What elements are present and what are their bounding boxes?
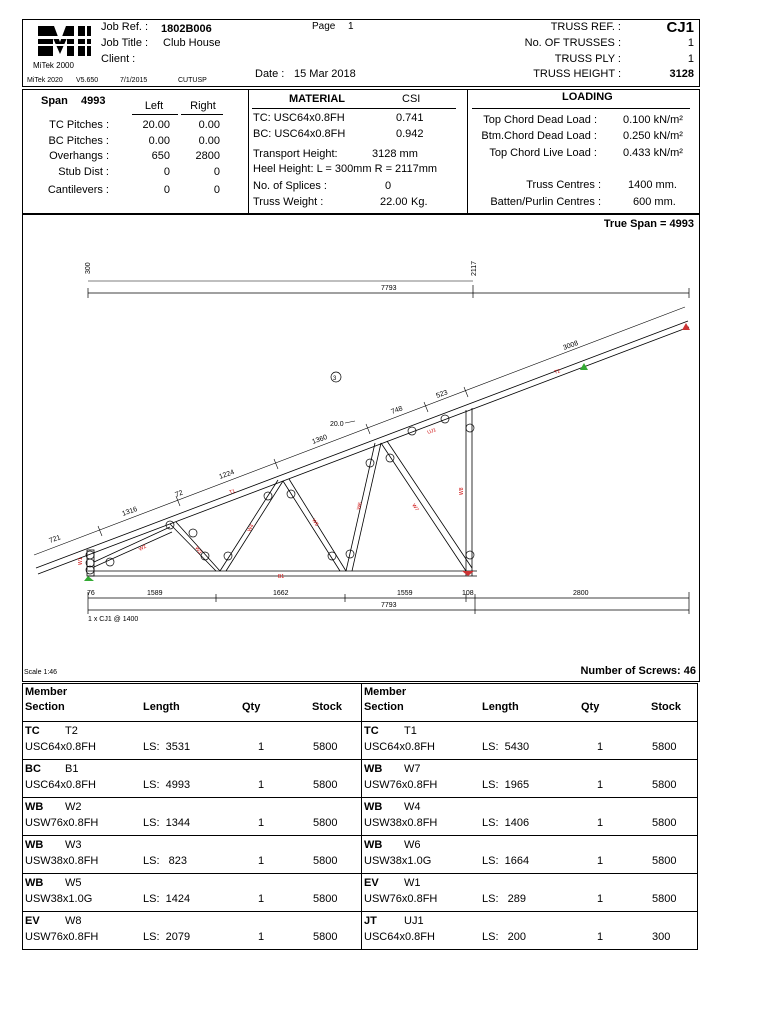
top-chord-lower [38, 327, 689, 574]
top-seg-6: 748 [390, 405, 404, 416]
member-header-right: Member [364, 686, 407, 698]
member-stock: 5800 [652, 855, 677, 867]
member-id: W1 [404, 877, 421, 889]
transport-height-value: 3128 mm [372, 148, 418, 160]
member-type: EV [364, 877, 379, 889]
job-ref-label: Job Ref. : [101, 21, 149, 33]
member-cell [23, 798, 362, 836]
member-section: USW76x0.8FH [25, 817, 99, 829]
member-qty: 1 [597, 893, 604, 905]
software-module: CUTUSP [178, 77, 207, 84]
software-name: MiTek 2020 [27, 77, 63, 84]
member-header-left: Member [25, 686, 68, 698]
left-height-dim: 300 [85, 262, 92, 274]
tc-live-load-value: 0.433 kN/m² [623, 147, 683, 159]
member-qty: 1 [258, 855, 265, 867]
top-chord-upper [36, 321, 688, 568]
label-w2: W2 [138, 543, 148, 553]
member-section: USC64x0.8FH [25, 779, 96, 791]
top-seg-7: 523 [435, 389, 449, 400]
software-version: V5.650 [76, 77, 99, 84]
no-trusses-label: No. OF TRUSSES : [524, 37, 621, 49]
overhangs-label: Overhangs : [49, 150, 109, 162]
member-section: USW38x1.0G [364, 855, 432, 867]
table-row [23, 760, 698, 798]
member-section: USC64x0.8FH [364, 931, 435, 943]
member-length: LS: 4993 [143, 779, 191, 791]
member-type: JT [364, 915, 377, 927]
transport-height-label: Transport Height: [253, 148, 338, 160]
top-overall-dim: 7793 [381, 285, 397, 292]
span-value: 4993 [81, 95, 106, 107]
member-stock: 5800 [652, 893, 677, 905]
member-cell [362, 760, 698, 798]
member-qty: 1 [258, 817, 265, 829]
tc-csi: 0.741 [396, 112, 424, 124]
member-type: TC [364, 725, 379, 737]
member-id: W2 [65, 801, 82, 813]
member-id: B1 [65, 763, 79, 775]
no-trusses-value: 1 [687, 37, 694, 49]
member-section: USW76x0.8FH [25, 931, 99, 943]
bottom-seg-6: 2800 [573, 590, 589, 597]
overhangs-left: 650 [151, 150, 170, 162]
label-b1: B1 [278, 574, 285, 580]
member-qty: 1 [597, 741, 604, 753]
member-stock: 5800 [652, 817, 677, 829]
member-length: LS: 1424 [143, 893, 191, 905]
member-section: USW38x1.0G [25, 893, 93, 905]
member-length: LS: 5430 [482, 741, 530, 753]
truss-centres-value: 1400 mm. [628, 179, 677, 191]
length-header-left: Length [143, 701, 180, 713]
job-ref-value: 1802B006 [161, 23, 212, 35]
table-row [23, 912, 698, 950]
truss-height-value: 3128 [669, 68, 694, 80]
tc-pitches-right: 0.00 [198, 119, 220, 131]
heel-height: Heel Height: L = 300mm R = 2117mm [253, 163, 438, 175]
splices-label: No. of Splices : [253, 180, 327, 192]
weight-value: 22.00 [380, 196, 408, 208]
pitch-label: 20.0 [330, 421, 344, 428]
member-length: LS: 823 [143, 855, 188, 867]
stock-header-left: Stock [312, 701, 342, 713]
member-id: UJ1 [404, 915, 424, 927]
span-label: Span [41, 95, 68, 107]
member-qty: 1 [258, 741, 265, 753]
top-seg-2: 1316 [121, 505, 139, 518]
stub-dist-label: Stub Dist : [58, 166, 109, 178]
bottom-seg-2: 1589 [147, 590, 163, 597]
tc-live-load-label: Top Chord Live Load : [489, 147, 597, 159]
batten-centres-label: Batten/Purlin Centres : [490, 196, 601, 208]
logo-caption: MiTek 2000 [33, 61, 74, 70]
tc-pitches-label: TC Pitches : [49, 119, 109, 131]
loading-title: LOADING [562, 91, 613, 103]
member-cell [23, 760, 362, 798]
label-w7: W7 [410, 502, 420, 513]
member-length: LS: 3531 [143, 741, 191, 753]
member-cell [362, 798, 698, 836]
member-id: W7 [404, 763, 421, 775]
section-header-left: Section [25, 701, 65, 713]
bottom-seg-4: 1559 [397, 590, 413, 597]
tc-pitches-left: 20.00 [142, 119, 170, 131]
member-id: W4 [404, 801, 421, 813]
overhangs-right: 2800 [195, 150, 220, 162]
weight-unit: Kg. [411, 196, 428, 208]
member-length: LS: 2079 [143, 931, 191, 943]
member-stock: 5800 [313, 893, 338, 905]
member-id: W5 [65, 877, 82, 889]
bottom-seg-3: 1662 [273, 590, 289, 597]
tc-material: TC: USC64x0.8FH [253, 112, 345, 124]
batten-centres-value: 600 mm. [633, 196, 676, 208]
label-uj1: UJ1 [426, 427, 438, 436]
truss-ply-value: 1 [687, 53, 694, 65]
member-qty: 1 [597, 931, 604, 943]
member-cell [362, 722, 698, 760]
member-stock: 300 [652, 931, 671, 943]
member-cell [23, 836, 362, 874]
csi-title: CSI [402, 93, 421, 105]
member-id: W3 [65, 839, 82, 851]
member-type: TC [25, 725, 40, 737]
qty-header-right: Qty [581, 701, 600, 713]
software-date: 7/1/2015 [120, 77, 148, 84]
splices-value: 0 [385, 180, 392, 192]
label-w6: W6 [356, 501, 364, 511]
member-type: WB [364, 763, 383, 775]
job-title-value: Club House [163, 37, 221, 49]
bc-pitches-right: 0.00 [198, 135, 220, 147]
member-qty: 1 [597, 779, 604, 791]
member-type: BC [25, 763, 41, 775]
length-header-right: Length [482, 701, 519, 713]
member-qty: 1 [258, 779, 265, 791]
member-type: WB [25, 801, 44, 813]
member-cell [23, 722, 362, 760]
truss-ply-label: TRUSS PLY : [554, 53, 621, 65]
job-title-label: Job Title : [101, 37, 149, 49]
member-type: WB [25, 877, 44, 889]
label-t1: T1 [228, 488, 237, 496]
member-length: LS: 200 [482, 931, 527, 943]
top-seg-8: 3008 [562, 339, 580, 352]
right-height-dim: 2117 [471, 260, 478, 276]
stock-header-right: Stock [651, 701, 681, 713]
member-length: LS: 1965 [482, 779, 530, 791]
bc-csi: 0.942 [396, 128, 424, 140]
member-section: USW76x0.8FH [364, 893, 438, 905]
date-value: 15 Mar 2018 [294, 68, 356, 80]
table-header-row [23, 684, 698, 722]
left-support [84, 576, 94, 581]
label-w5: W5 [310, 517, 320, 528]
date-label: Date : [255, 68, 285, 80]
bottom-overall-dim: 7793 [381, 602, 397, 609]
weight-label: Truss Weight : [253, 196, 324, 208]
cantilevers-left: 0 [163, 184, 170, 196]
section-header-right: Section [364, 701, 404, 713]
member-qty: 1 [258, 893, 265, 905]
truss-centres-label: Truss Centres : [526, 179, 601, 191]
top-seg-1: 721 [48, 534, 62, 545]
member-id: T2 [65, 725, 78, 737]
member-cell [23, 874, 362, 912]
member-qty: 1 [597, 817, 604, 829]
client-label: Client : [101, 53, 136, 65]
member-section: USW76x0.8FH [364, 779, 438, 791]
member-qty: 1 [597, 855, 604, 867]
bc-dead-load-value: 0.250 kN/m² [623, 130, 683, 142]
table-row [23, 798, 698, 836]
member-type: WB [364, 839, 383, 851]
truss-ref-label: TRUSS REF. : [550, 21, 621, 33]
col-left-header: Left [144, 100, 164, 112]
table-row [23, 874, 698, 912]
member-stock: 5800 [313, 741, 338, 753]
top-seg-3: 72 [174, 489, 185, 499]
label-w1: W1 [78, 557, 84, 565]
material-title: MATERIAL [289, 93, 346, 105]
top-seg-4: 1224 [218, 468, 236, 481]
stub-dist-right: 0 [213, 166, 220, 178]
member-section: USW38x0.8FH [364, 817, 438, 829]
member-section: USC64x0.8FH [364, 741, 435, 753]
tc-dead-load-value: 0.100 kN/m² [623, 114, 683, 126]
col-right-header: Right [190, 100, 216, 112]
qty-header-left: Qty [242, 701, 261, 713]
screw-count: Number of Screws: 46 [580, 665, 696, 677]
member-stock: 5800 [313, 855, 338, 867]
member-section: USW38x0.8FH [25, 855, 99, 867]
stub-dist-left: 0 [163, 166, 170, 178]
member-id: T1 [404, 725, 417, 737]
label-w3: W3 [193, 545, 203, 556]
member-id: W8 [65, 915, 82, 927]
label-t2: T2 [553, 368, 562, 376]
page-label: Page [312, 21, 336, 32]
member-cell [362, 912, 698, 950]
member-cell [362, 874, 698, 912]
top-seg-5: 1360 [311, 433, 329, 446]
truss-ref-value: CJ1 [666, 19, 694, 36]
member-type: WB [364, 801, 383, 813]
table-row [23, 722, 698, 760]
member-section: USC64x0.8FH [25, 741, 96, 753]
member-cell [362, 836, 698, 874]
bc-pitches-left: 0.00 [148, 135, 170, 147]
bottom-seg-5: 108 [462, 590, 474, 597]
bottom-seg-1: 76 [87, 590, 95, 597]
bc-material: BC: USC64x0.8FH [253, 128, 346, 140]
member-cell [23, 912, 362, 950]
label-w8: W8 [459, 487, 465, 495]
member-length: LS: 1664 [482, 855, 530, 867]
truss-height-label: TRUSS HEIGHT : [533, 68, 621, 80]
member-id: W6 [404, 839, 421, 851]
member-stock: 5800 [652, 779, 677, 791]
members-table [22, 683, 698, 950]
member-qty: 1 [258, 931, 265, 943]
member-type: EV [25, 915, 40, 927]
member-stock: 5800 [652, 741, 677, 753]
slope-dim-line [34, 307, 685, 555]
bc-pitches-label: BC Pitches : [48, 135, 109, 147]
true-span: True Span = 4993 [603, 218, 694, 230]
bc-dead-load-label: Btm.Chord Dead Load : [481, 130, 597, 142]
scale-label: Scale 1:46 [24, 669, 58, 676]
member-length: LS: 1406 [482, 817, 530, 829]
member-length: LS: 289 [482, 893, 527, 905]
truss-id-circle: 3 [333, 376, 337, 382]
member-length: LS: 1344 [143, 817, 191, 829]
label-w4: W4 [246, 523, 256, 533]
truss-note: 1 x CJ1 @ 1400 [88, 616, 139, 623]
cantilevers-right: 0 [213, 184, 220, 196]
member-stock: 5800 [313, 779, 338, 791]
tc-dead-load-label: Top Chord Dead Load : [483, 114, 597, 126]
cantilevers-label: Cantilevers : [47, 184, 109, 196]
table-row [23, 836, 698, 874]
member-stock: 5800 [313, 931, 338, 943]
page-number: 1 [348, 21, 354, 32]
member-type: WB [25, 839, 44, 851]
member-stock: 5800 [313, 817, 338, 829]
